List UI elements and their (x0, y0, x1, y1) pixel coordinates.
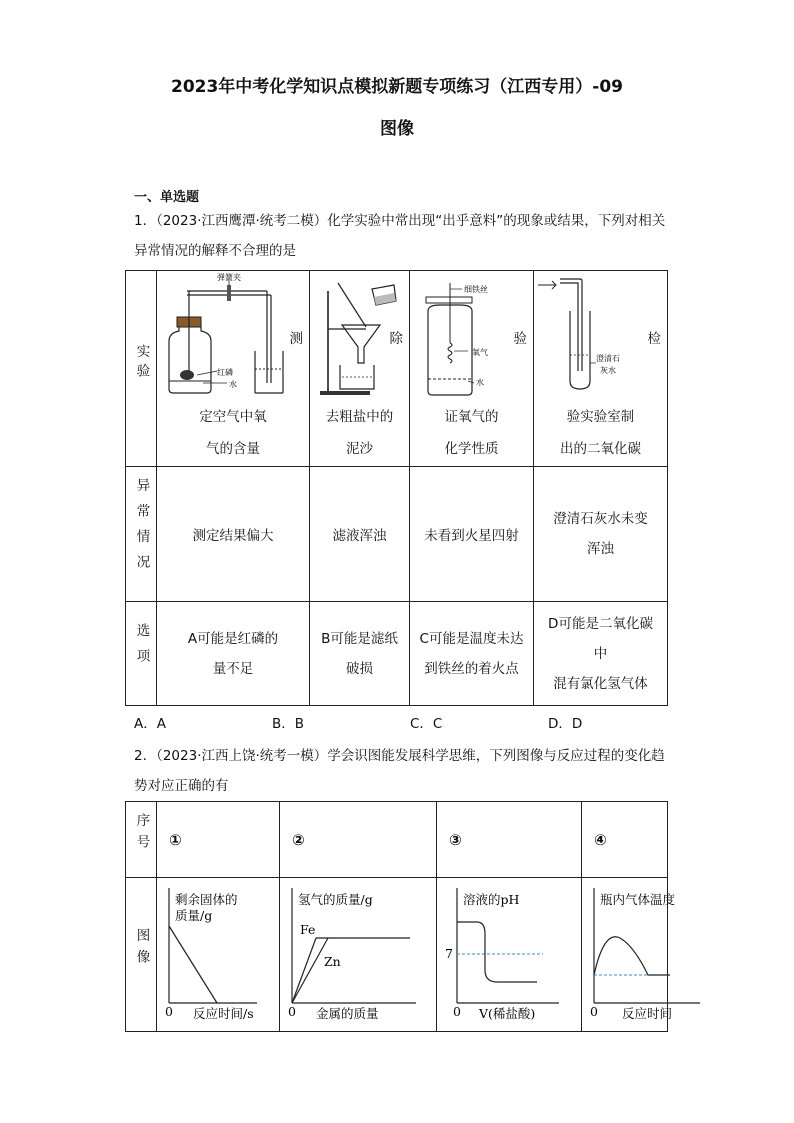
question-2-text: 2．（2023·江西上饶·统考一模）学会识图能发展科学思维，下列图像与反应过程的变化趋势对应正确的有 (134, 748, 665, 794)
graph-1-xlabel: 反应时间/s (193, 1006, 254, 1021)
experiment-cell-4 (534, 271, 668, 467)
question-2-table (125, 801, 676, 1032)
label-red-phosphorus: 红磷 (217, 368, 233, 377)
experiment-4-cap-bottom: 验实验室制 出的二氧化碳 (560, 409, 641, 457)
label-limewater-2: 灰水 (600, 366, 616, 375)
graph-cell-3 (437, 878, 582, 1032)
option-cell-a: A可能是红磷的 量不足 (157, 602, 310, 706)
number-cell-3: ③ (437, 802, 582, 878)
graph-3-ylabel: 溶液的pH (463, 892, 520, 907)
graph-1-ylabel-2: 质量/g (175, 908, 213, 923)
answer-d[interactable]: D．D (548, 716, 583, 732)
option-cell-d: D可能是二氧化碳 中 混有氯化氢气体 (534, 602, 668, 706)
row-label-experiment: 实验 (126, 271, 157, 467)
row-label-option: 选项 (126, 602, 157, 706)
abnormal-cell-4: 澄清石灰水未变浑浊 (534, 467, 668, 602)
row-label-graph: 图像 (126, 878, 157, 1032)
graph-3-ph (437, 878, 569, 1031)
graph-cell-2 (280, 878, 437, 1032)
experiment-cell-1 (157, 271, 310, 467)
abnormal-cell-1: 测定结果偏大 (157, 467, 310, 602)
label-water: 水 (229, 380, 237, 389)
graph-2-hydrogen-mass (280, 878, 424, 1031)
document-title: 2023年中考化学知识点模拟新题专项练习（江西专用）-09 (170, 77, 624, 97)
graph-3-curve (457, 922, 537, 982)
number-cell-4: ④ (582, 802, 668, 878)
experiment-2-cap-top: 除 (389, 331, 403, 347)
number-cell-1: ① (157, 802, 280, 878)
question-1-table (125, 270, 668, 706)
graph-1-line (169, 926, 217, 1003)
experiment-3-cap-top: 验 (513, 331, 527, 347)
experiment-cell-3 (410, 271, 534, 467)
graph-2-xlabel: 金属的质量 (316, 1006, 379, 1021)
graph-2-ylabel: 氢气的质量/g (298, 892, 373, 907)
abnormal-cell-3: 未看到火星四射 (410, 467, 534, 602)
question-1-text: 1．（2023·江西鹰潭·统考二模）化学实验中常出现“出乎意料”的现象或结果，下列对相关异常情况的解释不合理的是 (134, 213, 666, 259)
label-iron-wire: 细铁丝 (464, 285, 488, 294)
graph-3-mark-7: 7 (445, 946, 453, 961)
label-spring-clip: 弹簧夹 (217, 273, 241, 282)
label-oxygen: 氧气 (472, 348, 488, 357)
graph-3-xlabel: V(稀盐酸) (479, 1006, 536, 1021)
graph-cell-1 (157, 878, 280, 1032)
graph-4-ylabel: 瓶内气体温度 (600, 892, 676, 907)
answer-b[interactable]: B．B (272, 716, 305, 732)
graph-1-origin: 0 (165, 1004, 173, 1019)
option-cell-c: C可能是温度未达 到铁丝的着火点 (410, 602, 534, 706)
graph-cell-4 (582, 878, 676, 1032)
experiment-4-cap-top: 检 (647, 331, 661, 347)
answer-a[interactable]: A．A (134, 716, 166, 732)
graph-2-origin: 0 (288, 1004, 296, 1019)
graph-4-temperature (582, 878, 706, 1031)
answer-c[interactable]: C．C (410, 716, 443, 732)
row-label-number: 序号 (126, 802, 157, 878)
label-water: 水 (476, 378, 484, 387)
abnormal-cell-2: 滤液浑浊 (310, 467, 410, 602)
document-subtitle: 图像 (380, 119, 414, 139)
experiment-1-cap-top: 测 (289, 331, 303, 347)
graph-1-ylabel-1: 剩余固体的 (175, 892, 238, 907)
section-heading: 一、单选题 (134, 190, 200, 205)
graph-4-xlabel: 反应时间 (622, 1006, 673, 1021)
graph-1-solid-mass (157, 878, 267, 1031)
graph-2-fe-line (292, 938, 316, 1003)
graph-2-zn-line (292, 938, 328, 1003)
graph-4-origin: 0 (590, 1004, 598, 1019)
graph-3-origin: 0 (453, 1004, 461, 1019)
row-label-abnormal: 异常情况 (126, 467, 157, 602)
number-cell-2: ② (280, 802, 437, 878)
graph-2-label-fe: Fe (300, 922, 316, 937)
graph-4-curve (594, 937, 670, 975)
experiment-3-cap-bottom: 证氧气的 化学性质 (444, 409, 499, 457)
experiment-2-cap-bottom: 去粗盐中的 泥沙 (325, 409, 394, 457)
label-limewater-1: 澄清石 (596, 354, 620, 363)
graph-2-label-zn: Zn (324, 954, 341, 969)
experiment-cell-2 (310, 271, 410, 467)
experiment-1-cap-bottom: 定空气中氧 气的含量 (199, 409, 267, 457)
option-cell-b: B可能是滤纸 破损 (310, 602, 410, 706)
